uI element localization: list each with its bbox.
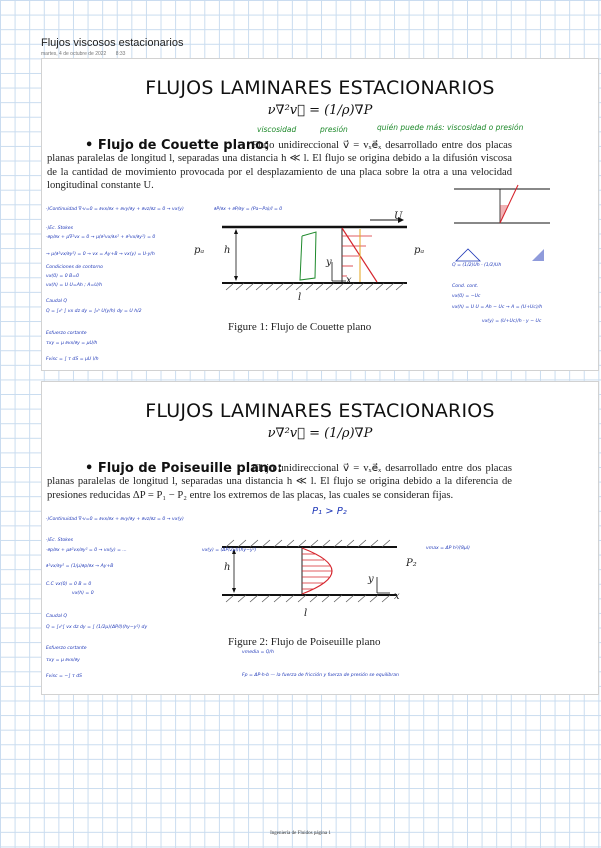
length-label: l — [298, 292, 302, 303]
hw-note: Esfuerzo cortante — [46, 646, 87, 651]
hw-note: vx(h) = U U = Ah − Uc → A = (U+Uc)/h — [452, 305, 543, 310]
x-axis-label: x — [394, 591, 400, 602]
hw-note: Caudal Q — [46, 299, 68, 304]
x-axis-label: x — [346, 275, 352, 286]
hw-note: -∂p/∂x + μ∇²vx = 0 → μ(∂²vx/∂x² + ∂²vx/∂y²) = 0 — [46, 235, 156, 240]
hw-note: vx(0) = 0 B=0 — [46, 274, 80, 279]
hw-note: ·)Ec. Stokes — [46, 538, 74, 543]
hw-note: ·)Continuidad ∇·v=0 = ∂vx/∂x + ∂vy/∂y + ∂vz/∂z = 0 → vx(y) — [46, 517, 184, 522]
hw-note: vmedia = Q/h — [242, 650, 274, 655]
hw-note: vx(h) = U U=Ah ; A=U/h — [46, 283, 103, 288]
pressure-left-label: pₐ — [194, 245, 205, 256]
handwritten-question: quién puede más: viscosidad o presión — [377, 123, 524, 132]
height-label: h — [224, 562, 231, 573]
length-label: l — [304, 608, 308, 619]
pressure-outlet-label: P₂ — [406, 558, 417, 569]
couette-heading: • Flujo de Couette plano: — [85, 138, 270, 153]
slide-title: FLUJOS LAMINARES ESTACIONARIOS — [145, 400, 495, 422]
hw-note: vx(h) = 0 — [72, 591, 94, 596]
hw-note: -∂p/∂x + μ∂²vx/∂y² = 0 → vx(y) = ... — [46, 548, 127, 553]
hw-note: τxy = μ ∂vx/∂y = μU/h — [46, 341, 98, 346]
hw-note: C.C vx(0) = 0 B = 0 — [46, 582, 92, 587]
note-header — [41, 37, 183, 57]
poiseuille-description: Flujo unidireccional v⃗ = vₓe⃗ₓ desarrollado entre dos placas planas paralelas de longitud l, separadas una distancia h ≪ l. El flujo se origina debido a la diferencia de presiones reducidas ΔP = P₁ − P₂ entre los extremos de las placas, las cuales se consideran fijas. — [47, 463, 512, 501]
hw-note: Caudal Q — [46, 614, 68, 619]
pressure-right-label: pₐ — [414, 245, 425, 256]
hw-note: vx(0) = −Uc — [452, 294, 481, 299]
hw-note: vx(y) = (ΔP/2μl)(hy−y²) — [202, 548, 257, 553]
slide-poiseuille[interactable] — [41, 381, 599, 695]
hw-pressure-comparison: P₁ > P₂ — [312, 506, 347, 517]
hw-note: Condiciones de contorno — [46, 265, 103, 270]
hw-note: Fvisc = ∫ τ dS = μU l/h — [46, 357, 99, 362]
couette-description: Flujo unidireccional v⃗ = vₓe⃗ₓ desarrollado entre dos placas planas paralelas de longitud l, separadas una distancia h ≪ l. El flujo se origina debido a la difusión viscosa de la cantidad de movimiento provocada por el desplazamiento de una placa sobre la otra a una velocidad longitudinal constante U. — [47, 140, 512, 192]
plate-velocity-label: U — [394, 211, 403, 222]
page-footer: Ingeniería de Fluidos página 1 — [270, 831, 331, 836]
hw-note: ·)Ec. Stokes — [46, 226, 74, 231]
y-axis-label: y — [368, 574, 374, 585]
couette-flow-figure — [222, 206, 417, 306]
handwritten-pressure: presión — [320, 125, 348, 134]
y-axis-label: y — [326, 257, 332, 268]
navier-stokes-formula: ν∇²v⃗ = (1/ρ)∇P — [267, 426, 373, 441]
slide-couette[interactable] — [41, 58, 599, 371]
hw-note: ·)Continuidad ∇·v=0 = ∂vx/∂x + ∂vy/∂y + ∂vz/∂z = 0 → vx(y) — [46, 207, 184, 212]
hw-note: Esfuerzo cortante — [46, 331, 87, 336]
hw-note: ∂²vx/∂y² = (1/μ)∂p/∂x → Ay+B — [46, 564, 114, 569]
hw-note: Q = (1/2)Uh · (1/2)Uh — [452, 263, 502, 268]
hw-note: Q = ∫₀ʰ ∫ vx dz dy = ∫₀ʰ U(y/h) dy = U h/2 — [46, 309, 142, 314]
hw-note: vmax = ΔP h²/(8μl) — [426, 546, 470, 551]
slide-title: FLUJOS LAMINARES ESTACIONARIOS — [145, 77, 495, 99]
hw-note: vx(y) = (U+Uc)/h · y − Uc — [482, 319, 542, 324]
note-time-text: 8:33 — [115, 51, 126, 57]
figure-caption: Figure 2: Flujo de Poiseuille plano — [228, 636, 381, 648]
hw-note: τxy = μ ∂vx/∂y — [46, 658, 80, 663]
figure-caption: Figure 1: Flujo de Couette plano — [228, 321, 372, 333]
height-label: h — [224, 245, 231, 256]
hw-note: Q = ∫₀ʰ∫ vx dz dy = ∫ (1/2μ)(ΔP/l)(hy−y²) dy — [46, 625, 148, 630]
handwritten-viscosity: viscosidad — [257, 125, 297, 134]
navier-stokes-formula: ν∇²v⃗ = (1/ρ)∇P — [267, 103, 373, 118]
hw-note: Fp = ΔP·h·b — la fuerza de fricción y fuerza de presión se equilibran — [242, 673, 399, 678]
note-date-text: martes, 4 de octubre de 2022 — [41, 51, 107, 57]
note-title[interactable]: Flujos viscosos estacionarios — [41, 37, 184, 49]
hw-note-pressure-gradient: ∂P/∂x + ∂P/∂y = (Pa−Pa)/l = 0 — [214, 207, 283, 212]
hw-note: Fvisc = −∫ τ dS — [46, 674, 83, 679]
poiseuille-heading: • Flujo de Poiseuille plano: — [85, 461, 283, 476]
hw-note: Cond. cont. — [452, 284, 479, 289]
hw-note: → μ(∂²vx/∂y²) = 0 → vx = Ay+B → vx(y) = U·y/h — [46, 252, 155, 257]
note-date — [41, 51, 183, 57]
